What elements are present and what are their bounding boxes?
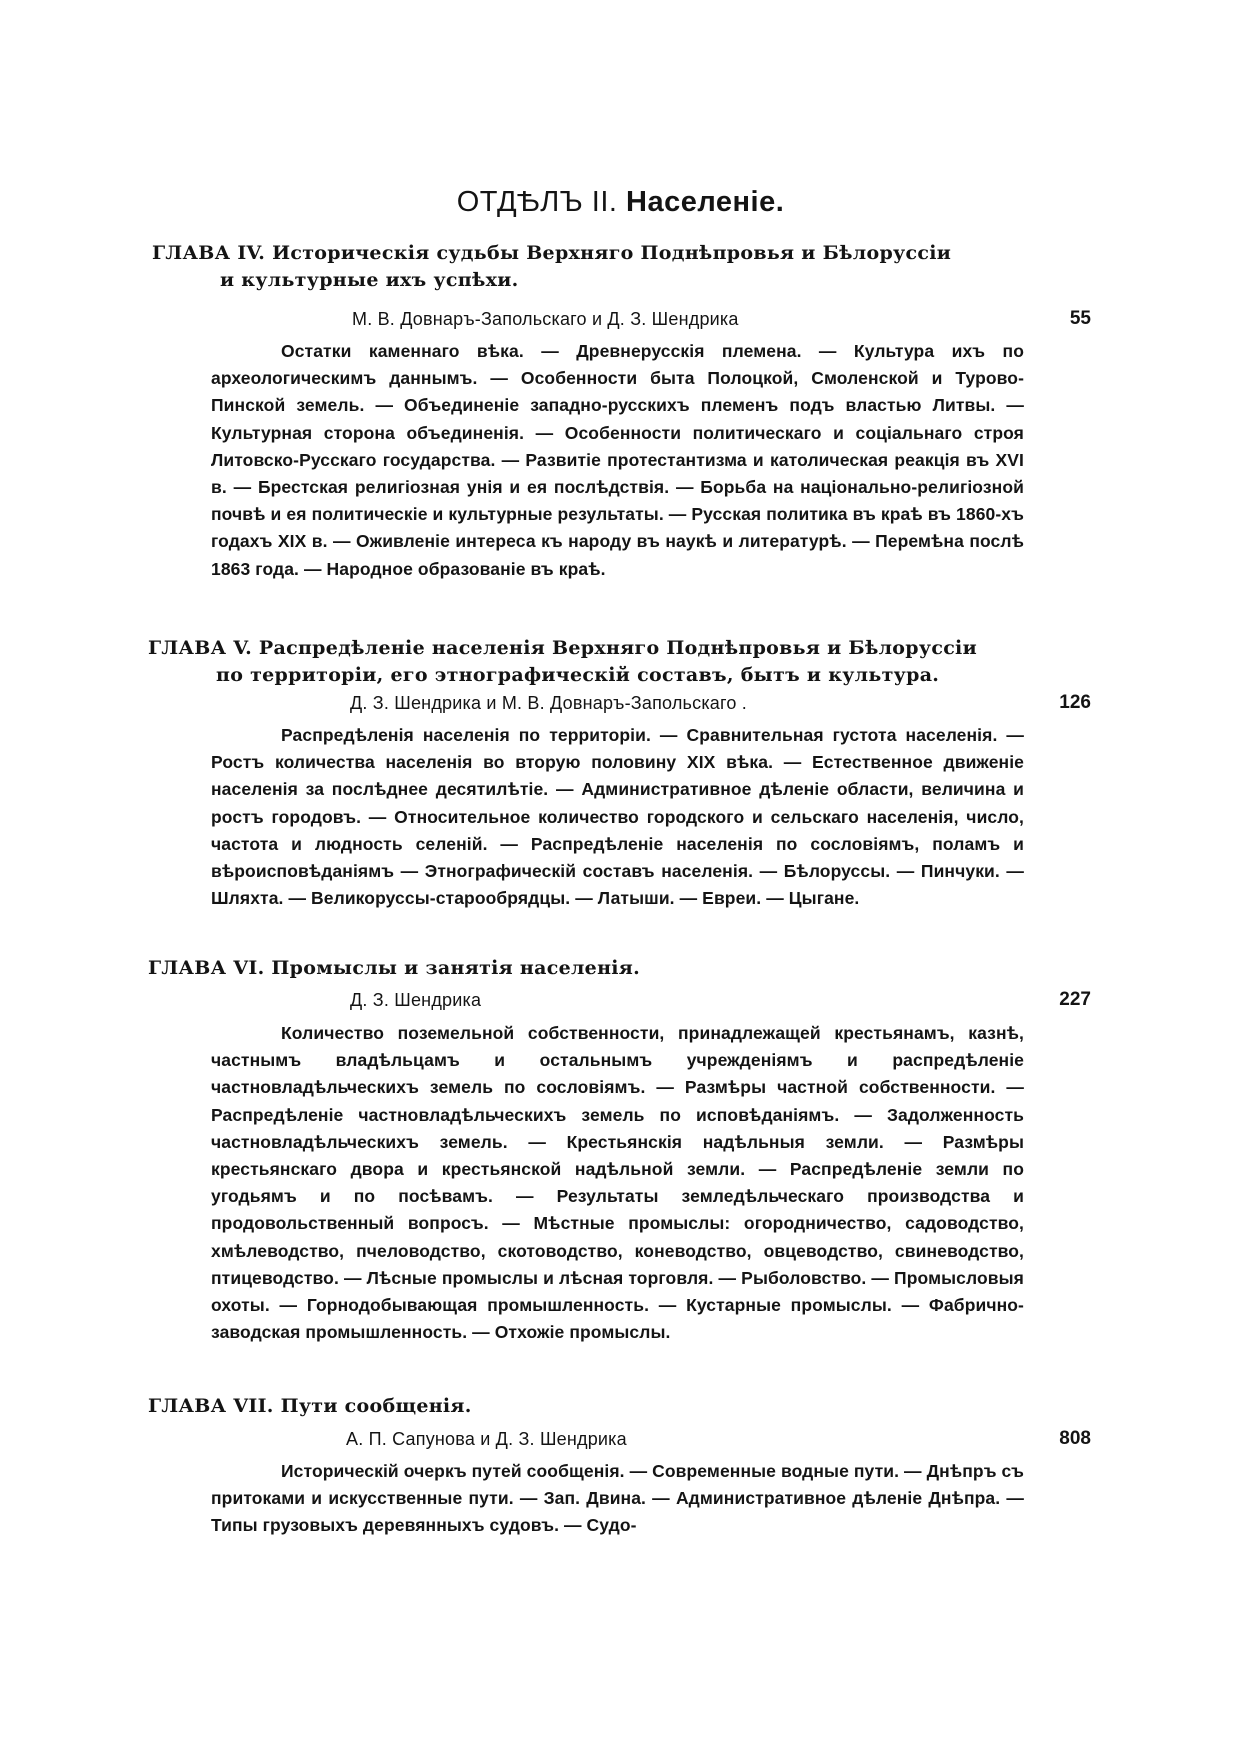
section-name: Населеніе.	[626, 186, 785, 218]
chapter-4-page-number: 55	[1069, 308, 1091, 329]
chapter-6-page-number: 227	[1059, 989, 1091, 1010]
chapter-6-heading-line1: ГЛАВА VI. Промыслы и занятія населенія.	[148, 957, 641, 979]
chapter-4-abstract: Остатки каменнаго вѣка. — Древнерусскія племена. — Культура ихъ по археологическимъ даннымъ. — Особенности быта Полоцкой, Смоленской и Турово-Пинской земель. — Объединеніе западно-русскихъ племенъ подъ властью Литвы. — Культурная сторона объединенія. — Особенности политическаго и соціальнаго строя Литовско-Русскаго государства. — Развитіе протестантизма и католическая реакція въ XVI в. — Брестская религіозная унія и ея послѣдствія. — Борьба на національно-религіозной почвѣ и ея политическіе и культурные результаты. — Русская политика въ краѣ въ 1860-хъ годахъ XIX в. — Оживленіе интереса къ народу въ наукѣ и литературѣ. — Перемѣна послѣ 1863 года. — Народное образованіе въ краѣ.	[211, 341, 1024, 579]
chapter-4-heading-line2: и культурные ихъ успѣхи.	[220, 269, 519, 291]
chapter-6-authors: Д. З. Шендрика	[350, 990, 482, 1010]
chapter-4-heading	[152, 240, 1052, 294]
section-label: ОТДѢЛЪ II.	[456, 186, 618, 218]
chapter-5-heading-line2: по территоріи, его этнографическій составъ, бытъ и культура.	[216, 664, 940, 686]
chapter-5-authors: Д. З. Шендрика и М. В. Довнаръ-Запольскаго .	[350, 693, 747, 713]
chapter-7-page-number: 808	[1059, 1428, 1091, 1449]
chapter-5-heading-line1: ГЛАВА V. Распредѣленіе населенія Верхняго Поднѣпровья и Бѣлоруссіи	[148, 637, 977, 659]
chapter-5-abstract: Распредѣленія населенія по территоріи. — Сравнительная густота населенія. — Ростъ количества населенія во вторую половину XIX вѣка. — Естественное движеніе населенія за послѣднее десятилѣтіе. — Административное дѣленіе области, величина и ростъ городовъ. — Относительное количество городского и сельскаго населенія, число, частота и людность селеній. — Распредѣленіе населенія по сословіямъ, поламъ и вѣроисповѣданіямъ — Этнографическій составъ населенія. — Бѣлоруссы. — Пинчуки. — Шляхта. — Великоруссы-старообрядцы. — Латыши. — Евреи. — Цыгане.	[211, 725, 1024, 909]
chapter-4-heading-line1: ГЛАВА IV. Историческія судьбы Верхняго Поднѣпровья и Бѣлоруссіи	[152, 242, 952, 264]
chapter-4-authors: М. В. Довнаръ-Запольскаго и Д. З. Шендрика	[352, 309, 739, 329]
chapter-5-heading	[148, 635, 1058, 689]
chapter-7-abstract: Историческій очеркъ путей сообщенія. — Современные водные пути. — Днѣпръ съ притоками и искусственные пути. — Зап. Двина. — Административное дѣленіе Днѣпра. — Типы грузовыхъ деревянныхъ судовъ. — Судо-	[211, 1461, 1024, 1536]
chapter-7-heading	[148, 1393, 1048, 1420]
chapter-6-heading	[148, 955, 1048, 982]
chapter-7-authors: А. П. Сапунова и Д. З. Шендрика	[346, 1429, 627, 1449]
chapter-5-page-number: 126	[1059, 692, 1091, 713]
chapter-7-heading-line1: ГЛАВА VII. Пути сообщенія.	[148, 1395, 472, 1417]
chapter-6-abstract: Количество поземельной собственности, принадлежащей крестьянамъ, казнѣ, частнымъ владѣльцамъ и остальнымъ учрежденіямъ и распредѣленіе частновладѣльческихъ земель по сословіямъ. — Размѣры частной собственности. — Распредѣленіе частновладѣльческихъ земель по исповѣданіямъ. — Задолженность частновладѣльческихъ земель. — Крестьянскія надѣльныя земли. — Размѣры крестьянскаго двора и крестьянской надѣльной земли. — Распредѣленіе земли по угодьямъ и по посѣвамъ. — Результаты земледѣльческаго производства и продовольственный вопросъ. — Мѣстные промыслы: огородничество, садоводство, хмѣлеводство, пчеловодство, скотоводство, коневодство, овцеводство, свиневодство, птицеводство. — Лѣсные промыслы и лѣсная торговля. — Рыболовство. — Промысловыя охоты. — Горнодобывающая промышленность. — Кустарные промыслы. — Фабрично-заводская промышленность. — Отхожіе промыслы.	[211, 1023, 1024, 1343]
section-title	[0, 186, 1241, 219]
